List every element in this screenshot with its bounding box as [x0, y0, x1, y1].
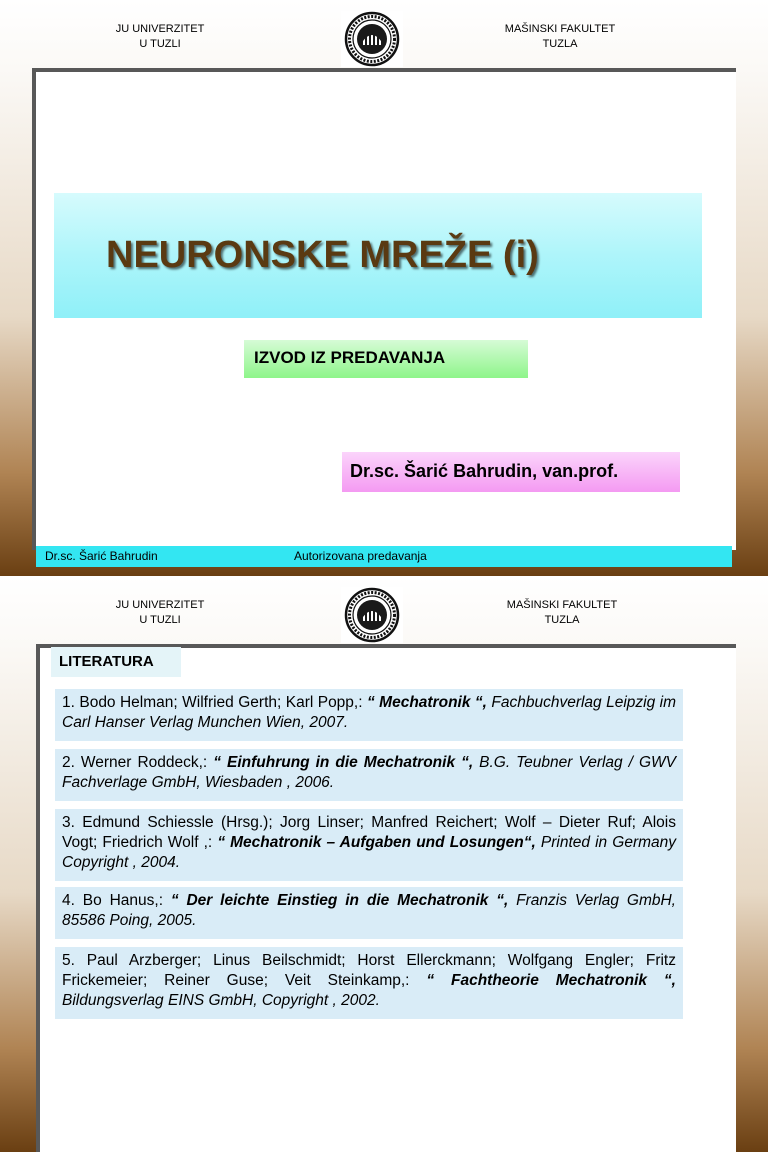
header-faculty-line2: TUZLA — [544, 614, 580, 626]
reference-publisher: Bildungsverlag EINS GmbH, Copyright , 2002. — [62, 992, 380, 1009]
reference-authors: 3. Edmund Schiessle (Hrsg.); Jorg Linser; Manfred Reichert; Wolf – Dieter Ruf; Alois Vogt; Friedrich Wolf ,: — [62, 814, 676, 851]
reference-authors: 5. Paul Arzberger; Linus Beilschmidt; Horst Ellerckmann; Wolfgang Engler; Fritz Frickemeier; Reiner Guse; Veit Steinkamp,: — [62, 952, 676, 989]
slide-title-text: NEURONSKE MREŽE (i) — [106, 234, 539, 276]
reference-title: “ Einfuhrung in die Mechatronik “, — [213, 754, 474, 771]
reference-publisher: Fachbuchverlag Leipzig im Carl Hanser Verlag Munchen Wien, 2007. — [62, 694, 677, 731]
header-faculty — [490, 22, 630, 52]
footer-bar — [36, 546, 732, 567]
reference-publisher: Printed in Germany Copyright , 2004. — [62, 834, 677, 871]
seal-icon — [341, 11, 403, 67]
footer-note: Autorizovana predavanja — [294, 549, 427, 563]
header-university-line2: U TUZLI — [139, 38, 181, 50]
header-university-line1: JU UNIVERZITET — [115, 23, 205, 35]
reference-authors: 2. Werner Roddeck,: — [62, 754, 214, 771]
subtitle-label: IZVOD IZ PREDAVANJA — [244, 340, 528, 378]
author-label: Dr.sc. Šarić Bahrudin, van.prof. — [342, 452, 680, 492]
reference-authors: 4. Bo Hanus,: — [62, 892, 171, 909]
header-faculty-line2: TUZLA — [542, 38, 578, 50]
seal-icon — [341, 587, 403, 643]
reference-authors: 1. Bodo Helman; Wilfried Gerth; Karl Popp,: — [62, 694, 367, 711]
header-faculty-line1: MAŠINSKI FAKULTET — [504, 23, 616, 35]
header-university — [92, 598, 228, 628]
reference-title: “ Der leichte Einstieg in die Mechatronik “, — [170, 892, 509, 909]
reference-item-2 — [55, 749, 683, 801]
reference-item-1 — [55, 689, 683, 741]
header-university-line1: JU UNIVERZITET — [115, 599, 205, 611]
footer-author: Dr.sc. Šarić Bahrudin — [45, 549, 158, 563]
university-seal-logo — [341, 11, 403, 67]
header-faculty — [492, 598, 632, 628]
reference-publisher: Franzis Verlag GmbH, 85586 Poing, 2005. — [62, 892, 676, 929]
reference-title: “ Mechatronik “, — [366, 694, 487, 711]
reference-publisher: B.G. Teubner Verlag / GWV Fachverlage GmbH, Wiesbaden , 2006. — [62, 754, 676, 791]
header-university-line2: U TUZLI — [139, 614, 181, 626]
reference-title: “ Fachtheorie Mechatronik “, — [426, 972, 676, 989]
university-seal-logo — [341, 587, 403, 643]
reference-item-4 — [55, 887, 683, 939]
header-faculty-line1: MAŠINSKI FAKULTET — [506, 599, 618, 611]
header-university — [92, 22, 228, 52]
reference-item-3 — [55, 809, 683, 881]
title-box — [54, 193, 702, 318]
reference-title: “ Mechatronik – Aufgaben und Losungen“, — [217, 834, 536, 851]
reference-item-5 — [55, 947, 683, 1019]
section-title: LITERATURA — [51, 647, 181, 677]
